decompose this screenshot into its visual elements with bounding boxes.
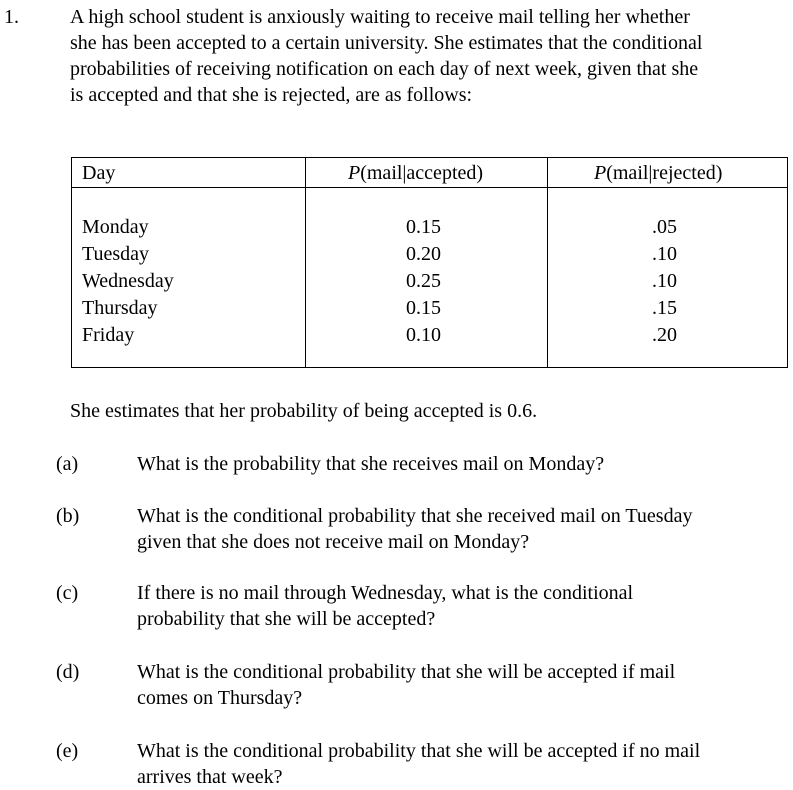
column-divider — [305, 158, 306, 367]
question-line: What is the probability that she receives mail on Monday? — [137, 453, 605, 475]
question-label: (b) — [56, 505, 80, 527]
question-text — [137, 451, 787, 477]
header-p-symbol: P — [348, 162, 361, 184]
accepted-cell: 0.15 — [406, 297, 441, 319]
probability-table — [71, 157, 788, 368]
question-line: given that she does not receive mail on Monday? — [137, 531, 530, 553]
question-line: probability that she will be accepted? — [137, 608, 436, 630]
question-line: comes on Thursday? — [137, 687, 303, 709]
intro-line: she has been accepted to a certain university. She estimates that the conditional — [70, 32, 703, 54]
accepted-cell: 0.20 — [406, 243, 441, 265]
accepted-cell: 0.15 — [406, 216, 441, 238]
rejected-cell: .10 — [652, 270, 677, 292]
question-line: What is the conditional probability that she will be accepted if mail — [137, 661, 676, 683]
question-line: What is the conditional probability that she will be accepted if no mail — [137, 740, 701, 762]
question-text — [137, 738, 787, 790]
day-cell: Tuesday — [82, 243, 150, 265]
day-cell: Thursday — [82, 297, 158, 319]
header-mail-accepted — [348, 160, 483, 186]
accepted-column — [406, 214, 441, 349]
intro-line: is accepted and that she is rejected, are as follows: — [70, 84, 473, 106]
rejected-cell: .15 — [652, 297, 677, 319]
rejected-cell: .20 — [652, 324, 677, 346]
header-day: Day — [82, 162, 116, 184]
header-accepted-text: (mail|accepted) — [360, 162, 484, 184]
column-divider — [547, 158, 548, 367]
question-line: What is the conditional probability that she received mail on Tuesday — [137, 505, 693, 527]
acceptance-estimate: She estimates that her probability of being accepted is 0.6. — [70, 400, 538, 422]
question-text — [137, 503, 787, 555]
question-line: arrives that week? — [137, 766, 283, 788]
problem-number: 1. — [4, 6, 19, 28]
rejected-column — [652, 214, 677, 349]
accepted-cell: 0.25 — [406, 270, 441, 292]
question-label: (d) — [56, 661, 80, 683]
question-line: If there is no mail through Wednesday, what is the conditional — [137, 582, 634, 604]
intro-line: probabilities of receiving notification on each day of next week, given that she — [70, 58, 699, 80]
accepted-cell: 0.10 — [406, 324, 441, 346]
question-text — [137, 580, 787, 632]
rejected-cell: .05 — [652, 216, 677, 238]
question-label: (a) — [56, 453, 79, 475]
header-mail-rejected — [594, 160, 722, 186]
day-cell: Friday — [82, 324, 135, 346]
header-p-symbol: P — [594, 162, 607, 184]
header-rule — [72, 187, 787, 188]
question-label: (e) — [56, 740, 79, 762]
day-cell: Wednesday — [82, 270, 174, 292]
header-rejected-text: (mail|rejected) — [606, 162, 723, 184]
problem-intro — [70, 4, 790, 108]
rejected-cell: .10 — [652, 243, 677, 265]
day-column — [82, 214, 174, 349]
question-text — [137, 659, 787, 711]
question-label: (c) — [56, 582, 79, 604]
intro-line: A high school student is anxiously waiting to receive mail telling her whether — [70, 6, 690, 28]
day-cell: Monday — [82, 216, 149, 238]
